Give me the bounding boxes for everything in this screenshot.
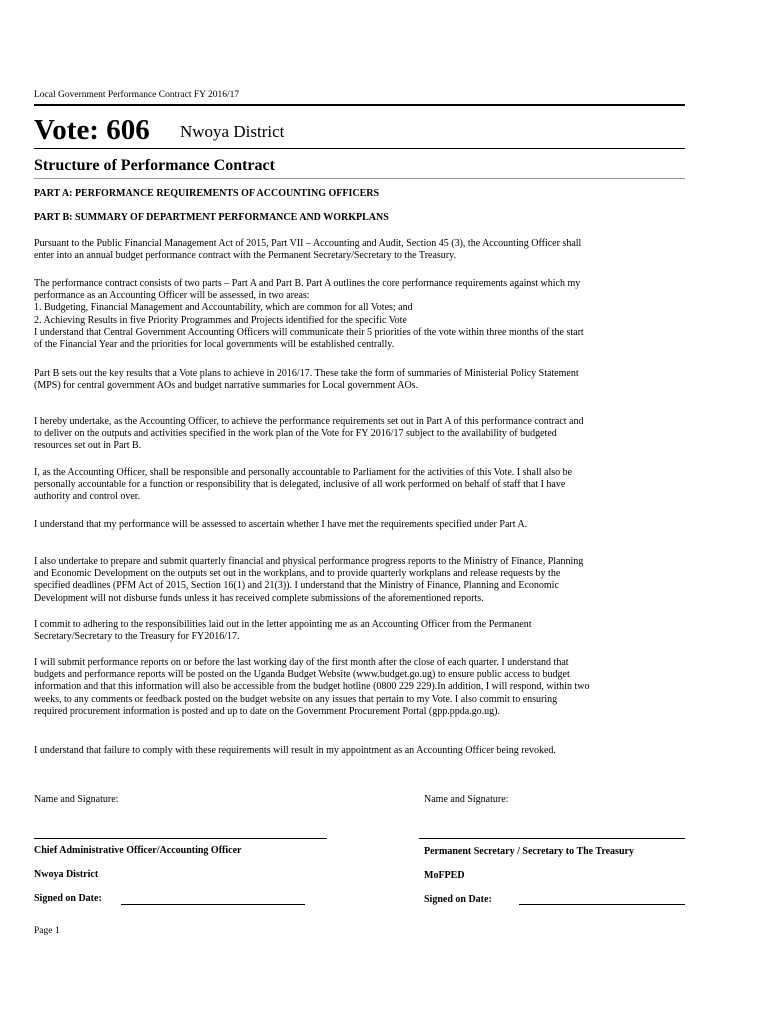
paragraph-line: resources set out in Part B.	[34, 440, 142, 452]
paragraph-line: 2. Achieving Results in five Priority Programmes and Projects identified for the specific Vote	[34, 314, 407, 326]
paragraph-reporting	[34, 556, 694, 605]
paragraph-line: personally accountable for a function or responsibility that is delegated, inclusive of all work performed on behalf of staff that I have	[34, 479, 566, 491]
paragraph-line: I hereby undertake, as the Accounting Officer, to achieve the performance requirements set out in Part A of this performance contract and	[34, 416, 584, 427]
paragraph-line: I also undertake to prepare and submit quarterly financial and physical performance progress reports to the Ministry of Finance, Planning	[34, 556, 584, 567]
paragraph-line: I will submit performance reports on or before the last working day of the first month after the close of each quarter. I understand that	[34, 657, 569, 668]
right-date-line	[519, 904, 685, 905]
right-signatory-title: Permanent Secretary / Secretary to The Treasury	[424, 846, 634, 857]
paragraph-submission	[34, 657, 694, 718]
paragraph-pfm-act	[34, 238, 694, 262]
paragraph-line: (MPS) for central government AOs and budget narrative summaries for Local government AOs.	[34, 380, 419, 392]
paragraph-line: of the Financial Year and the priorities for local governments will be established centrally.	[34, 339, 395, 351]
paragraph-line: specified deadlines (PFM Act of 2015, Section 16(1) and 21(3)). I understand that the Ministry of Finance, Planning and Economic	[34, 580, 559, 592]
paragraph-line: Pursuant to the Public Financial Management Act of 2015, Part VII – Accounting and Audit, Section 45 (3), the Accounting Officer shall	[34, 238, 582, 249]
right-signed-date-label: Signed on Date:	[424, 894, 492, 905]
header-rule	[34, 104, 685, 106]
page-number: Page 1	[34, 926, 60, 936]
vote-number: Vote: 606	[34, 114, 150, 146]
paragraph-line: required procurement information is posted and up to date on the Government Procurement Portal (gpp.ppda.go.ug).	[34, 705, 500, 717]
district-name: Nwoya District	[180, 122, 285, 141]
paragraph-line: authority and control over.	[34, 491, 141, 503]
paragraph-line: 1. Budgeting, Financial Management and Accountability, which are common for all Votes; and	[34, 302, 413, 314]
paragraph-line: I commit to adhering to the responsibilities laid out in the letter appointing me as an Accounting Officer from the Permanent	[34, 619, 532, 630]
paragraph-undertaking	[34, 416, 694, 453]
paragraph-line: I understand that Central Government Accounting Officers will communicate their 5 priorities of the vote within three months of the start	[34, 326, 584, 338]
paragraph-commitment	[34, 619, 694, 643]
right-signature-line	[419, 838, 685, 839]
vote-rule	[34, 148, 685, 149]
left-signatory-title: Chief Administrative Officer/Accounting Officer	[34, 845, 242, 856]
left-name-signature-label: Name and Signature:	[34, 794, 119, 805]
paragraph-line: performance as an Accounting Officer will be assessed, in two areas:	[34, 290, 310, 302]
paragraph-accountability	[34, 467, 694, 504]
paragraph-line: Secretary/Secretary to the Treasury for FY2016/17.	[34, 631, 240, 643]
paragraph-line: enter into an annual budget performance contract with the Permanent Secretary/Secretary to the Treasury.	[34, 250, 456, 262]
paragraph-line: and Economic Development on the outputs set out in the workplans, and to provide quarterly workplans and release requests by the	[34, 568, 561, 580]
left-signed-date-label: Signed on Date:	[34, 893, 102, 904]
part-a-heading: PART A: PERFORMANCE REQUIREMENTS OF ACCOUNTING OFFICERS	[34, 188, 380, 199]
left-signatory-organization: Nwoya District	[34, 869, 99, 880]
paragraph-line: to deliver on the outputs and activities specified in the work plan of the Vote for FY 2016/17 subject to the availability of budgeted	[34, 428, 557, 440]
paragraph-revocation	[34, 745, 694, 757]
paragraph-part-b	[34, 368, 694, 392]
paragraph-line: Part B sets out the key results that a Vote plans to achieve in 2016/17. These take the form of summaries of Ministerial Policy Statement	[34, 368, 579, 379]
left-signature-line	[34, 838, 327, 839]
paragraph-assessment	[34, 519, 694, 531]
paragraph-line: The performance contract consists of two parts – Part A and Part B. Part A outlines the core performance requirements against which my	[34, 278, 581, 289]
vote-heading	[34, 112, 685, 148]
part-b-heading: PART B: SUMMARY OF DEPARTMENT PERFORMANCE AND WORKPLANS	[34, 212, 389, 223]
paragraph-line: information and that this information will also be accessible from the budget hotline (0800 229 229).In addition, I will respond, within two	[34, 681, 590, 693]
paragraph-line: weeks, to any comments or feedback posted on the budget website on any issues that pertain to my Vote. I also commit to ensuring	[34, 693, 558, 705]
section-rule	[34, 178, 685, 179]
paragraph-line: budgets and performance reports will be posted on the Uganda Budget Website (www.budget.go.ug) to ensure public access to budget	[34, 669, 570, 681]
paragraph-line: I, as the Accounting Officer, shall be responsible and personally accountable to Parliament for the activities of this Vote. I shall also be	[34, 467, 573, 478]
paragraph-contract-parts	[34, 278, 694, 351]
right-name-signature-label: Name and Signature:	[424, 794, 509, 805]
running-header: Local Government Performance Contract FY 2016/17	[34, 90, 240, 100]
paragraph-line: Development will not disburse funds unless it has received complete submissions of the aforementioned reports.	[34, 592, 484, 604]
left-date-line	[121, 904, 305, 905]
paragraph-line: I understand that failure to comply with these requirements will result in my appointment as an Accounting Officer being revoked.	[34, 745, 556, 756]
right-signatory-organization: MoFPED	[424, 870, 465, 881]
paragraph-line: I understand that my performance will be assessed to ascertain whether I have met the requirements specified under Part A.	[34, 519, 528, 530]
section-title: Structure of Performance Contract	[34, 157, 275, 174]
